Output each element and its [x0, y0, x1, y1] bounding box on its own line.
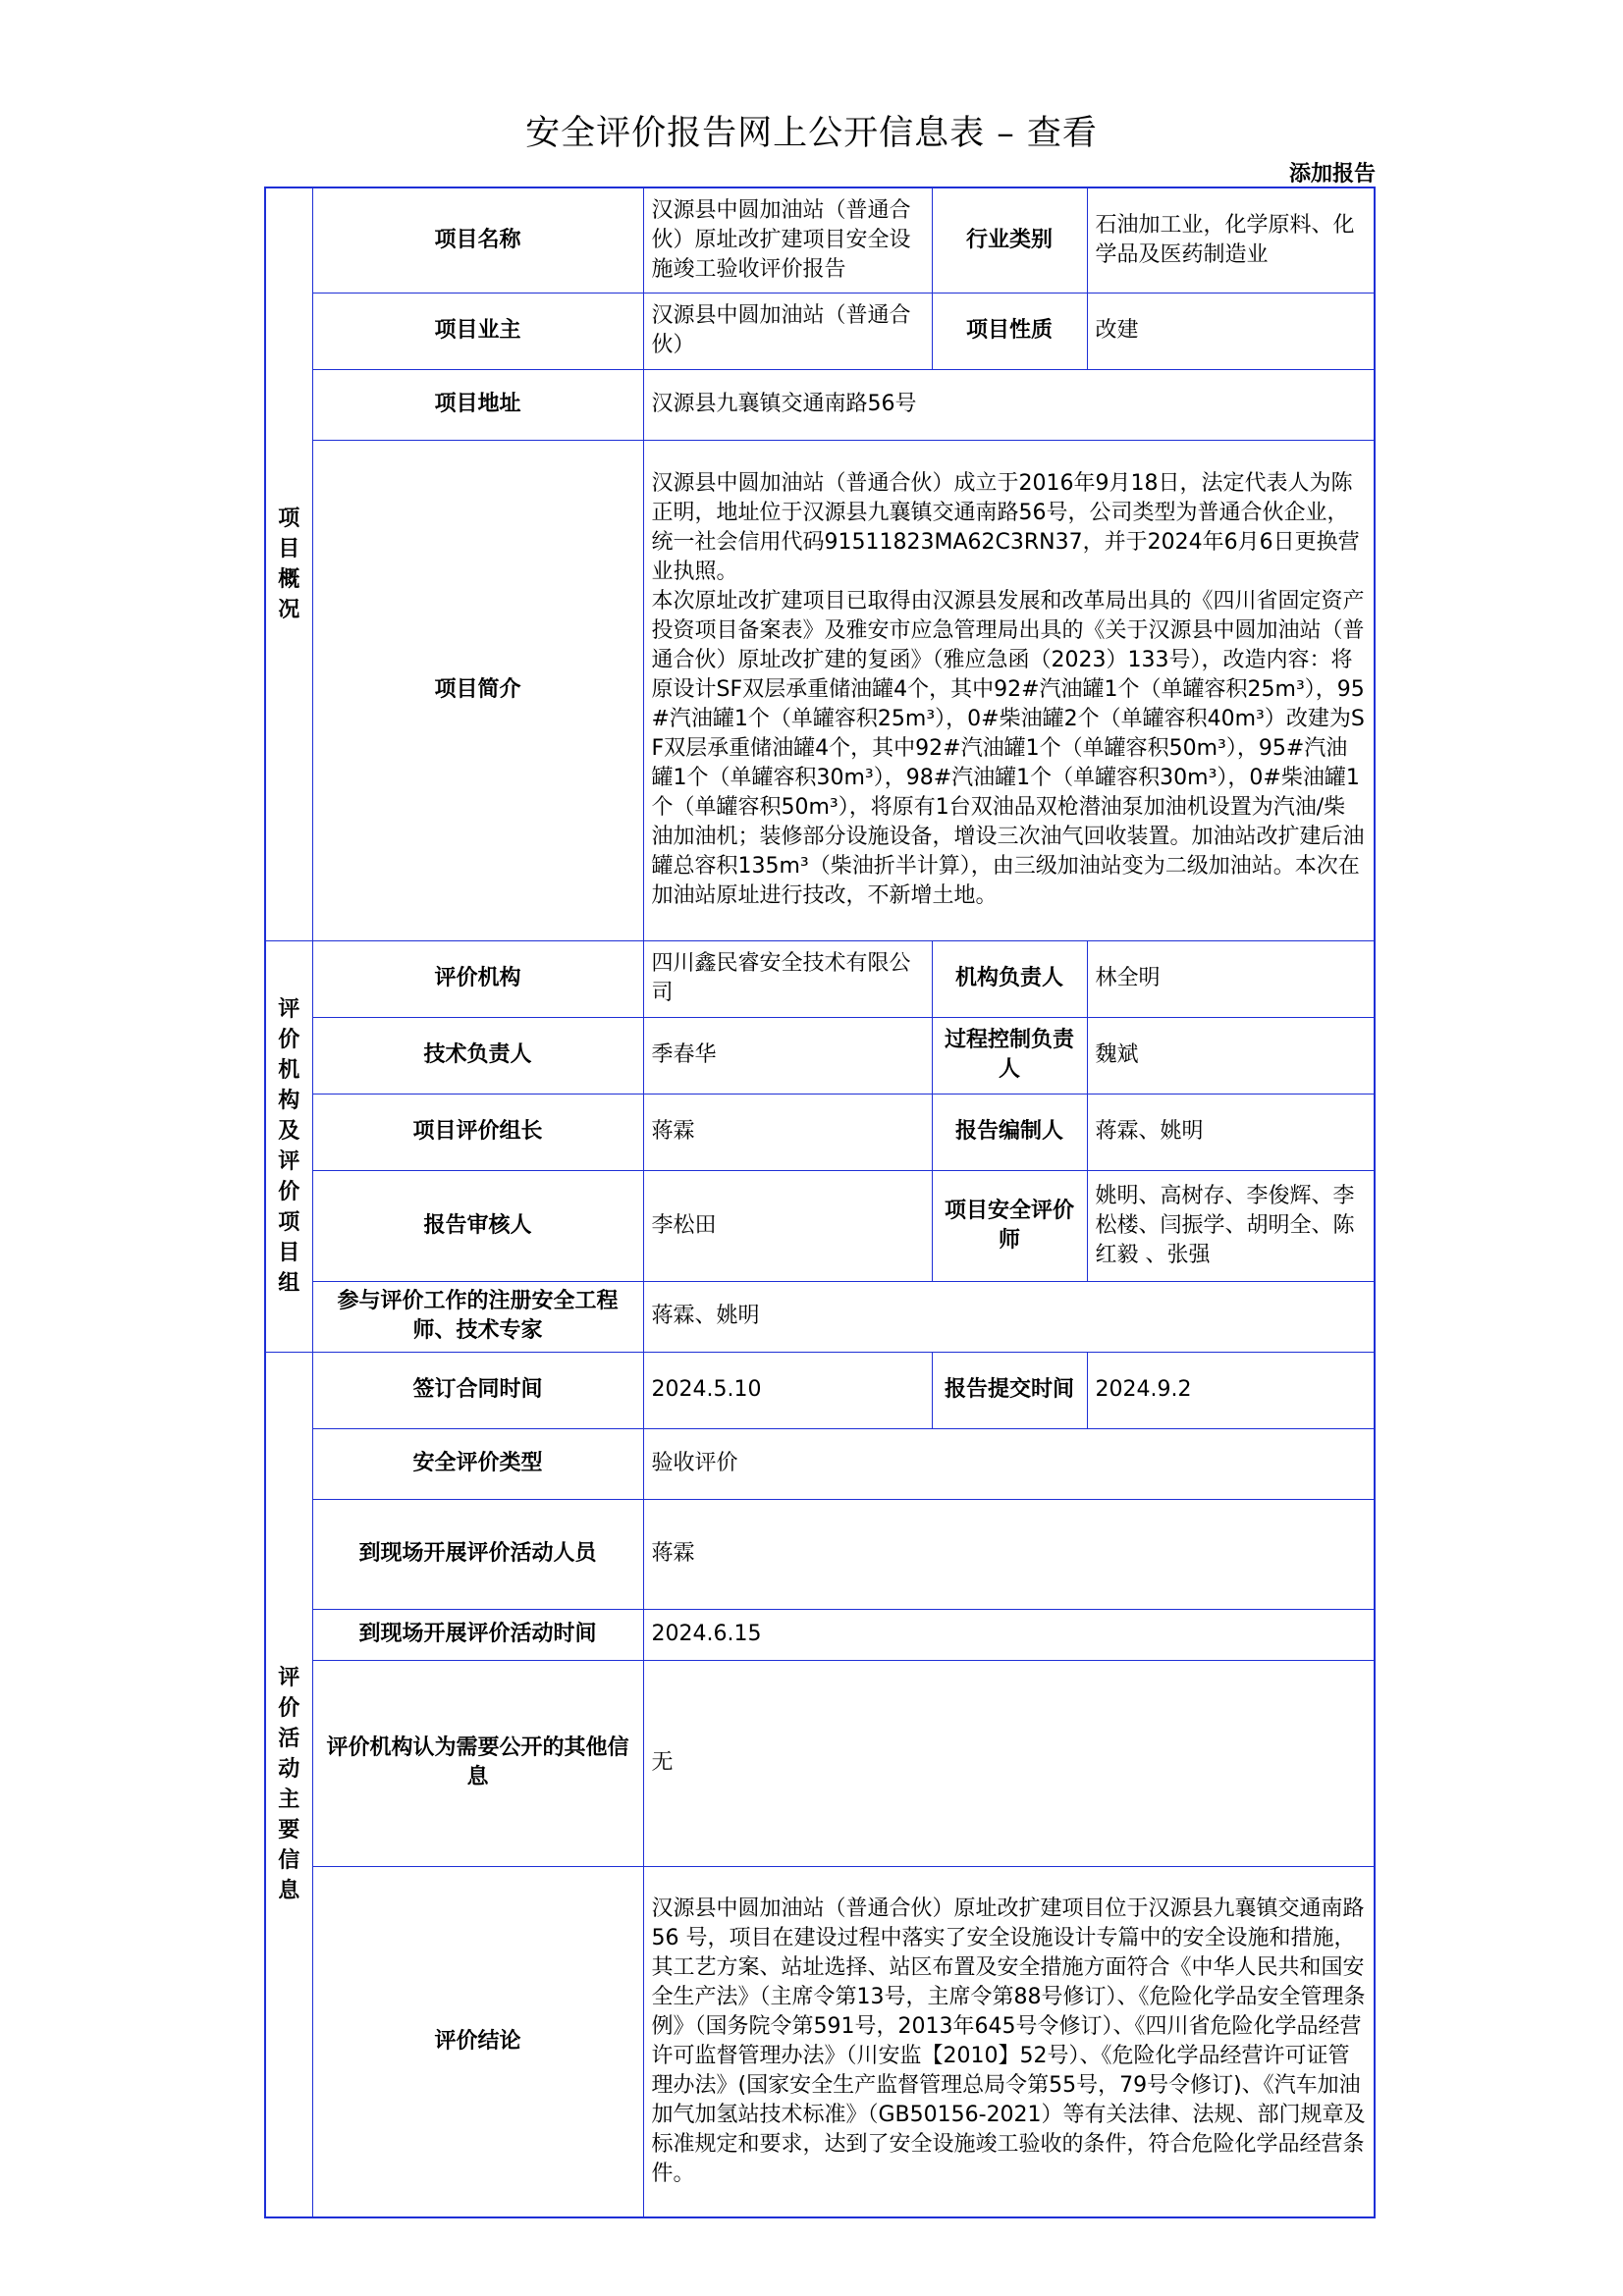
- tech-head-value: 季春华: [643, 1017, 932, 1094]
- assessors-value: 姚明、高树存、李俊辉、李松楼、闫振学、胡明全、陈红毅 、张强: [1087, 1170, 1375, 1281]
- engineers-value: 蒋霖、姚明: [643, 1281, 1375, 1352]
- submit-date-value: 2024.9.2: [1087, 1352, 1375, 1428]
- intro-label: 项目简介: [312, 440, 643, 940]
- onsite-date-label: 到现场开展评价活动时间: [312, 1609, 643, 1660]
- onsite-people-value: 蒋霖: [643, 1499, 1375, 1609]
- intro-paragraph-1: 汉源县中圆加油站（普通合伙）成立于2016年9月18日，法定代表人为陈正明，地址位于汉源县九襄镇交通南路56号，公司类型为普通合伙企业，统一社会信用代码91511823MA62C3RN37，并于2024年6月6日更换营业执照。: [651, 471, 1360, 584]
- compiler-value: 蒋霖、姚明: [1087, 1094, 1375, 1170]
- other-info-label: 评价机构认为需要公开的其他信息: [312, 1660, 643, 1866]
- engineers-label: 参与评价工作的注册安全工程师、技术专家: [312, 1281, 643, 1352]
- table-row: [265, 1609, 1375, 1660]
- table-row: [265, 1281, 1375, 1352]
- tech-head-label: 技术负责人: [312, 1017, 643, 1094]
- add-report-link[interactable]: 添加报告: [1288, 162, 1376, 187]
- org-label: 评价机构: [312, 940, 643, 1017]
- org-head-value: 林全明: [1087, 940, 1375, 1017]
- org-head-label: 机构负责人: [932, 940, 1087, 1017]
- evaluation-type-label: 安全评价类型: [312, 1428, 643, 1499]
- table-row: [265, 1170, 1375, 1281]
- team-lead-label: 项目评价组长: [312, 1094, 643, 1170]
- assessors-label: 项目安全评价师: [932, 1170, 1087, 1281]
- table-row: [265, 1866, 1375, 2217]
- team-lead-value: 蒋霖: [643, 1094, 932, 1170]
- table-row: [265, 293, 1375, 369]
- onsite-people-label: 到现场开展评价活动人员: [312, 1499, 643, 1609]
- nature-value: 改建: [1087, 293, 1375, 369]
- org-value: 四川鑫民睿安全技术有限公司: [643, 940, 932, 1017]
- table-row: [265, 369, 1375, 440]
- table-row: [265, 440, 1375, 940]
- section-evaluation-org: 评价机构及评价项目组: [265, 940, 312, 1352]
- process-head-label: 过程控制负责人: [932, 1017, 1087, 1094]
- intro-value: [643, 440, 1375, 940]
- compiler-label: 报告编制人: [932, 1094, 1087, 1170]
- table-row: [265, 1428, 1375, 1499]
- nature-label: 项目性质: [932, 293, 1087, 369]
- table-row: [265, 187, 1375, 293]
- table-row: [265, 1352, 1375, 1428]
- reviewer-label: 报告审核人: [312, 1170, 643, 1281]
- onsite-date-value: 2024.6.15: [643, 1609, 1375, 1660]
- evaluation-type-value: 验收评价: [643, 1428, 1375, 1499]
- contract-date-label: 签订合同时间: [312, 1352, 643, 1428]
- intro-paragraph-2: 本次原址改扩建项目已取得由汉源县发展和改革局出具的《四川省固定资产投资项目备案表》及雅安市应急管理局出具的《关于汉源县中圆加油站（普通合伙）原址改扩建的复函》（雅应急函（2023）133号），改造内容：将原设计SF双层承重储油罐4个，其中92#汽油罐1个（单罐容积25m³），95#汽油罐1个（单罐容积25m³），0#柴油罐2个（单罐容积40m³）改建为SF双层承重储油罐4个，其中92#汽油罐1个（单罐容积50m³），95#汽油罐1个（单罐容积30m³），98#汽油罐1个（单罐容积30m³），0#柴油罐1个（单罐容积50m³），将原有1台双油品双枪潜油泵加油机设置为汽油/柴油加油机；装修部分设施设备，增设三次油气回收装置。加油站改扩建后油罐总容积135m³（柴油折半计算），由三级加油站变为二级加油站。本次在加油站原址进行技改，不新增土地。: [651, 589, 1365, 908]
- industry-value: 石油加工业，化学原料、化学品及医药制造业: [1087, 187, 1375, 293]
- table-row: [265, 1017, 1375, 1094]
- conclusion-label: 评价结论: [312, 1866, 643, 2217]
- project-name-value: 汉源县中圆加油站（普通合伙）原址改扩建项目安全设施竣工验收评价报告: [643, 187, 932, 293]
- owner-value: 汉源县中圆加油站（普通合伙）: [643, 293, 932, 369]
- project-name-label: 项目名称: [312, 187, 643, 293]
- info-table: [264, 187, 1376, 2218]
- reviewer-value: 李松田: [643, 1170, 932, 1281]
- table-row: [265, 1499, 1375, 1609]
- contract-date-value: 2024.5.10: [643, 1352, 932, 1428]
- table-row: [265, 1094, 1375, 1170]
- owner-label: 项目业主: [312, 293, 643, 369]
- process-head-value: 魏斌: [1087, 1017, 1375, 1094]
- address-label: 项目地址: [312, 369, 643, 440]
- section-evaluation-activity: 评价活动主要信息: [265, 1352, 312, 2217]
- submit-date-label: 报告提交时间: [932, 1352, 1087, 1428]
- table-row: [265, 1660, 1375, 1866]
- page-title: 安全评价报告网上公开信息表 – 查看: [525, 114, 1098, 153]
- section-project-overview: 项目概况: [265, 187, 312, 940]
- address-value: 汉源县九襄镇交通南路56号: [643, 369, 1375, 440]
- conclusion-value: 汉源县中圆加油站（普通合伙）原址改扩建项目位于汉源县九襄镇交通南路 56 号，项目在建设过程中落实了安全设施设计专篇中的安全设施和措施，其工艺方案、站址选择、站区布置及安全措施方面符合《中华人民共和国安全生产法》（主席令第13号，主席令第88号修订）、《危险化学品安全管理条例》（国务院令第591号，2013年645号令修订）、《四川省危险化学品经营许可监督管理办法》（川安监【2010】52号）、《危险化学品经营许可证管理办法》(国家安全生产监督管理总局令第55号，79号令修订)、《汽车加油加气加氢站技术标准》（GB50156-2021）等有关法律、法规、部门规章及标准规定和要求，达到了安全设施竣工验收的条件，符合危险化学品经营条件。: [643, 1866, 1375, 2217]
- other-info-value: 无: [643, 1660, 1375, 1866]
- table-row: [265, 940, 1375, 1017]
- industry-label: 行业类别: [932, 187, 1087, 293]
